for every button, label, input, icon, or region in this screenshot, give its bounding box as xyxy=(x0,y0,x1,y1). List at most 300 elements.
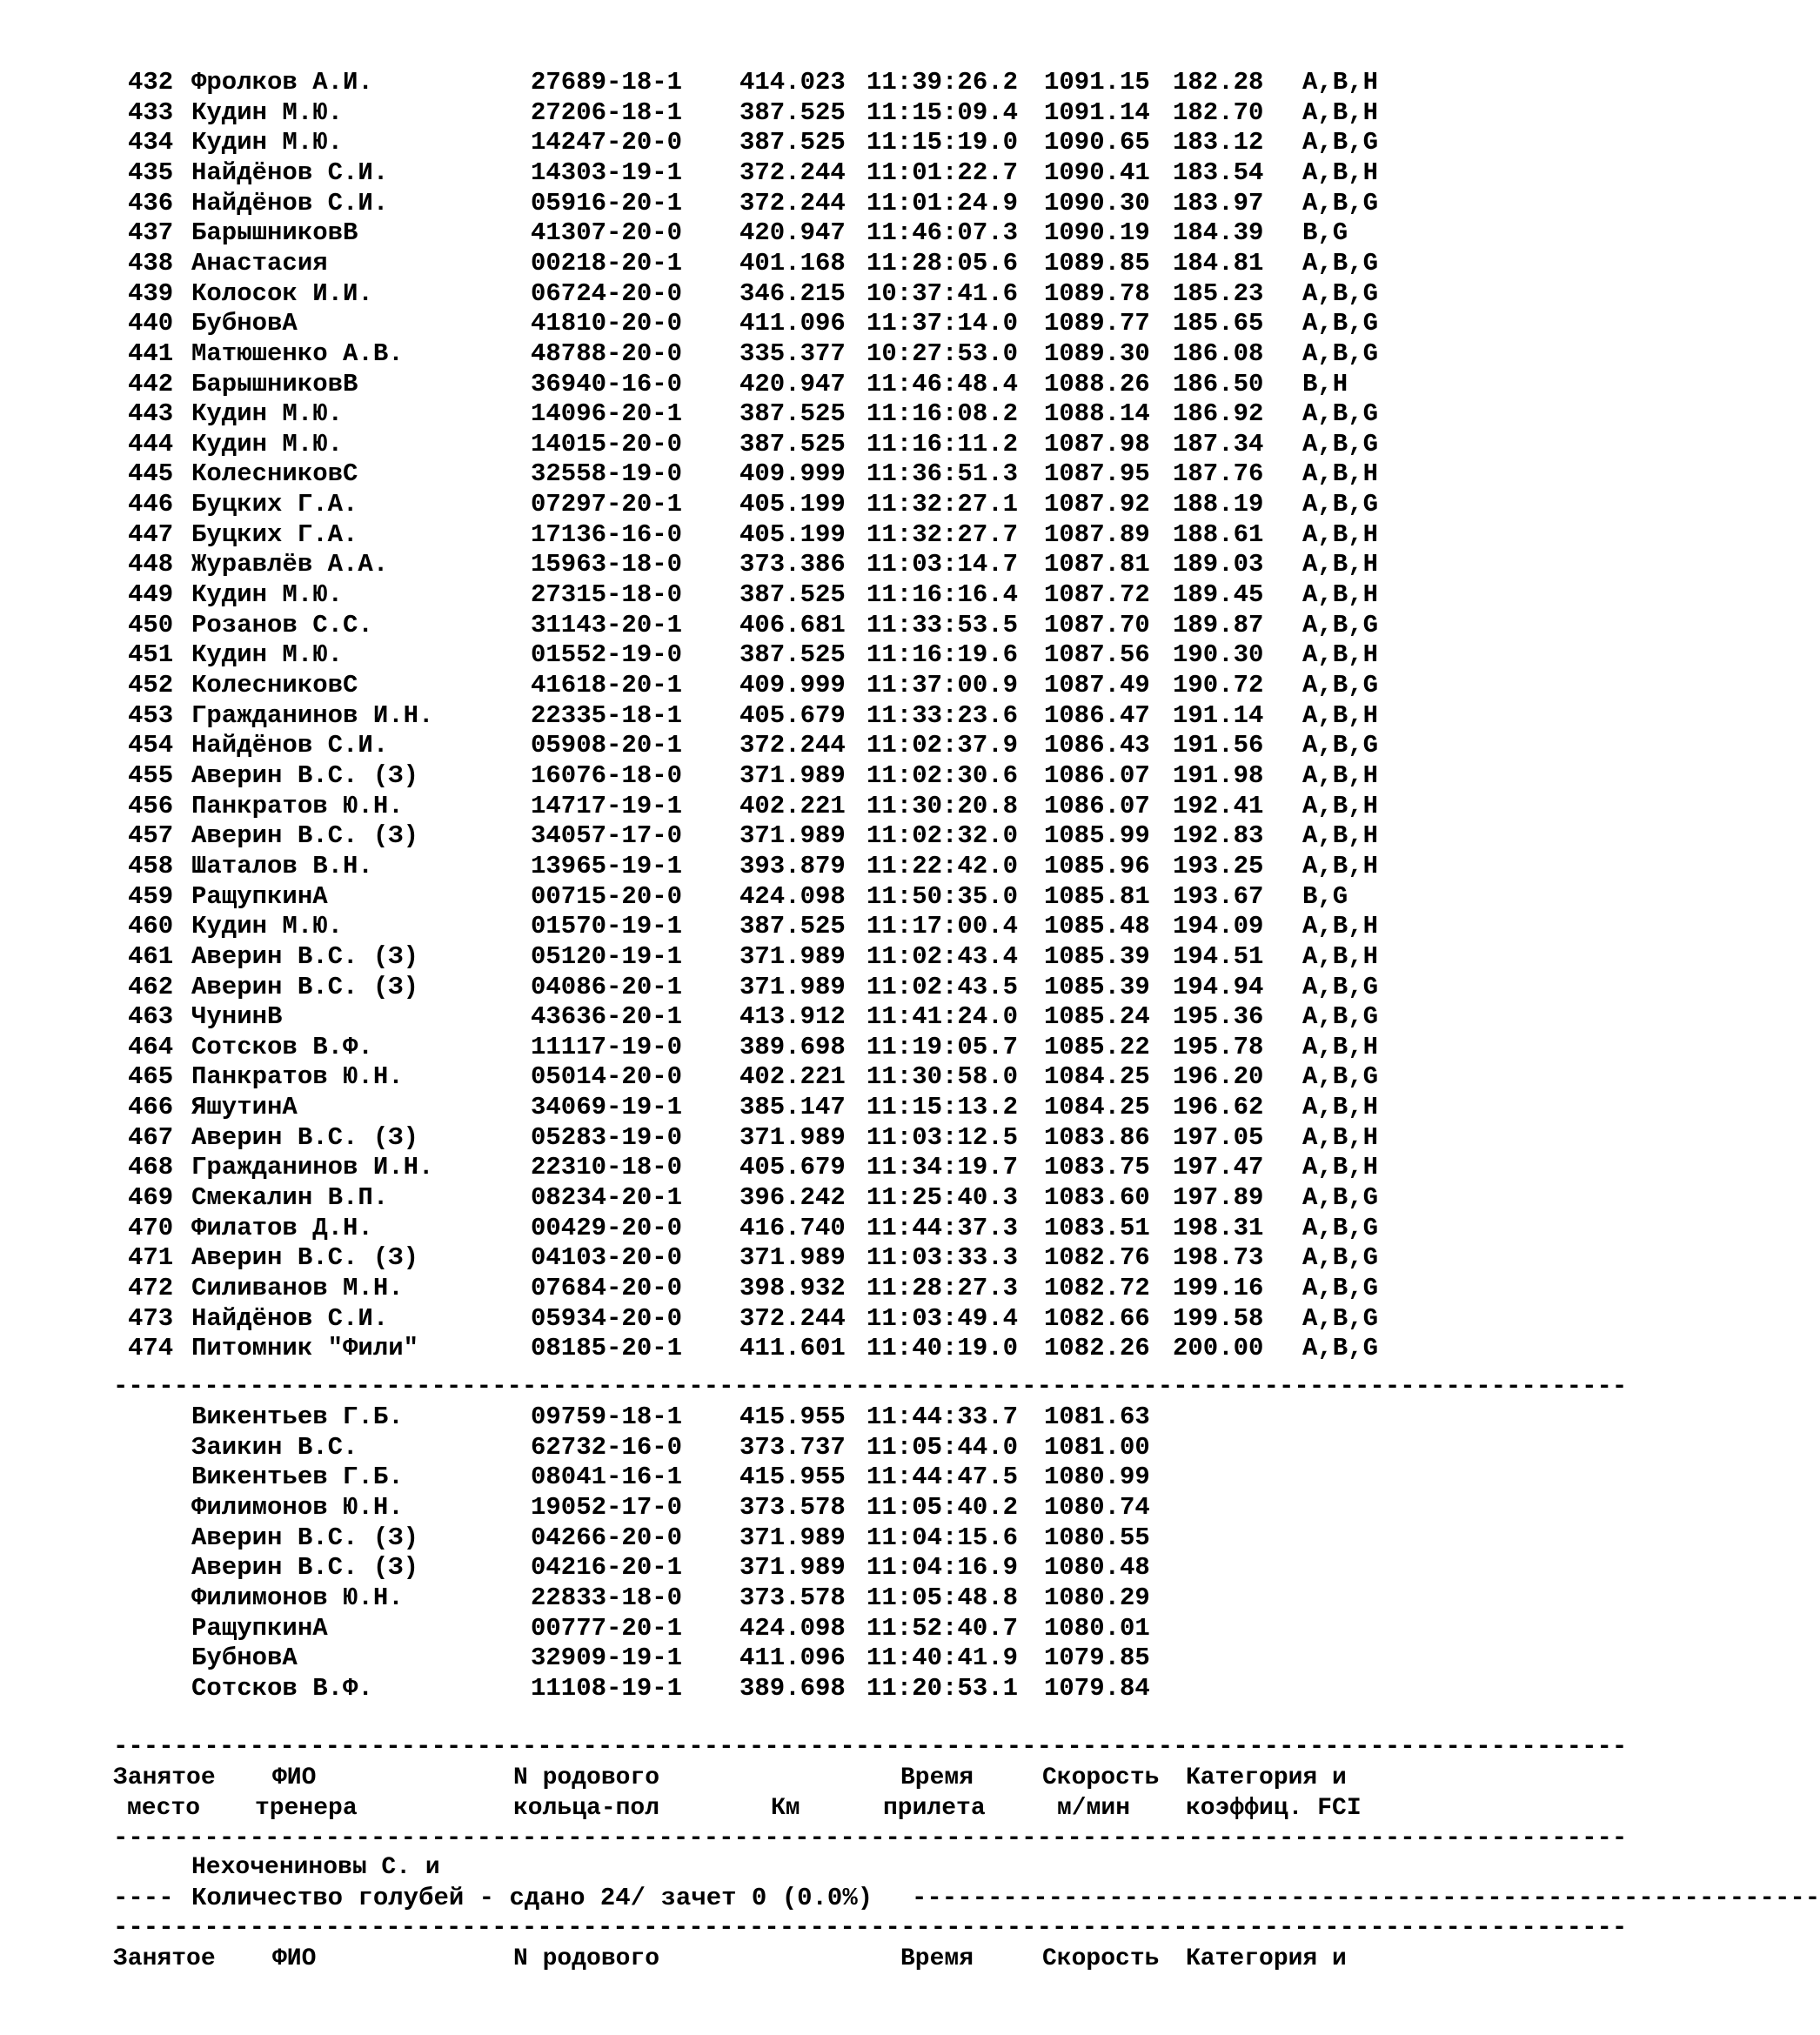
header-name: ФИО xyxy=(272,1764,317,1791)
cell-place: 449 xyxy=(128,580,174,610)
cell-time: 11:03:33.3 xyxy=(867,1243,1019,1273)
cell-km: 389.698 xyxy=(739,1673,846,1703)
summary-trailing-dashes: ------------------------------------------------------------ xyxy=(912,1884,1820,1912)
cell-time: 11:15:19.0 xyxy=(867,128,1019,157)
cell-name: Гражданинов И.Н. xyxy=(191,1153,434,1182)
cell-cat: A,B,G xyxy=(1302,1303,1379,1333)
cell-speed: 1086.07 xyxy=(1044,791,1150,820)
cell-coef: 194.94 xyxy=(1173,972,1264,1001)
cell-cat: A,B,H xyxy=(1302,550,1379,579)
cell-cat: A,B,G xyxy=(1302,188,1379,218)
cell-speed: 1084.25 xyxy=(1044,1062,1150,1092)
cell-cat: A,B,H xyxy=(1302,157,1379,187)
cell-place: 434 xyxy=(128,128,174,157)
cell-speed: 1081.63 xyxy=(1044,1402,1150,1431)
cell-km: 346.215 xyxy=(739,278,846,308)
cell-ring: 08185-20-1 xyxy=(531,1334,683,1363)
cell-speed: 1082.72 xyxy=(1044,1274,1150,1302)
cell-ring: 27689-18-1 xyxy=(531,68,683,97)
header-speed: Скорость xyxy=(1042,1764,1160,1791)
cell-cat: A,B,G xyxy=(1302,309,1379,338)
cell-ring: 04216-20-1 xyxy=(531,1553,683,1583)
table-row xyxy=(0,399,1439,429)
cell-cat: A,B,H xyxy=(1302,821,1379,851)
cell-speed: 1088.14 xyxy=(1044,399,1150,429)
cell-name: Сотсков В.Ф. xyxy=(191,1673,373,1703)
cell-time: 11:30:20.8 xyxy=(867,791,1019,820)
cell-name: ЧунинВ xyxy=(191,1002,283,1032)
cell-ring: 00429-20-0 xyxy=(531,1213,683,1242)
cell-name: Кудин М.Ю. xyxy=(191,128,344,157)
cell-speed: 1090.41 xyxy=(1044,157,1150,187)
table-row xyxy=(0,1062,1439,1092)
cell-coef: 185.23 xyxy=(1173,278,1264,308)
cell-place: 442 xyxy=(128,369,174,398)
cell-speed: 1091.15 xyxy=(1044,68,1150,97)
cell-time: 11:41:24.0 xyxy=(867,1002,1019,1032)
cell-cat: A,B,H xyxy=(1302,1093,1379,1122)
cell-cat: A,B,G xyxy=(1302,1213,1379,1242)
cell-speed: 1091.14 xyxy=(1044,97,1150,127)
table-row xyxy=(0,490,1439,519)
cell-ring: 15963-18-0 xyxy=(531,550,683,579)
cell-coef: 183.54 xyxy=(1173,157,1264,187)
cell-time: 11:04:15.6 xyxy=(867,1523,1019,1552)
cell-name: Гражданинов И.Н. xyxy=(191,700,434,730)
table-row xyxy=(0,912,1439,941)
cell-ring: 06724-20-0 xyxy=(531,278,683,308)
cell-cat: A,B,G xyxy=(1302,671,1379,700)
cell-place: 455 xyxy=(128,760,174,790)
separator-line: ---------------------------------------------------------------------------------------------------- xyxy=(113,1372,1628,1401)
cell-ring: 16076-18-0 xyxy=(531,760,683,790)
table-row xyxy=(0,821,1439,851)
cell-name: Аверин В.С. (З) xyxy=(191,821,419,851)
cell-name: Найдёнов С.И. xyxy=(191,188,389,218)
cell-km: 415.955 xyxy=(739,1402,846,1431)
cell-time: 11:32:27.1 xyxy=(867,490,1019,519)
table-row xyxy=(0,1402,1439,1432)
cell-coef: 193.25 xyxy=(1173,851,1264,880)
cell-time: 11:02:43.4 xyxy=(867,941,1019,971)
cell-name: Найдёнов С.И. xyxy=(191,731,389,760)
cell-km: 413.912 xyxy=(739,1002,846,1032)
cell-ring: 08234-20-1 xyxy=(531,1183,683,1213)
cell-name: Панкратов Ю.Н. xyxy=(191,791,404,820)
cell-name: БубновА xyxy=(191,309,298,338)
cell-cat: A,B,H xyxy=(1302,700,1379,730)
cell-name: КолесниковС xyxy=(191,459,358,489)
cell-name: Фролков А.И. xyxy=(191,68,373,97)
cell-km: 402.221 xyxy=(739,1062,846,1092)
cell-time: 11:05:40.2 xyxy=(867,1492,1019,1522)
header-time: Время xyxy=(900,1945,974,1972)
cell-km: 405.679 xyxy=(739,700,846,730)
cell-km: 371.989 xyxy=(739,760,846,790)
table-row xyxy=(0,1463,1439,1492)
cell-coef: 199.16 xyxy=(1173,1274,1264,1302)
cell-coef: 188.19 xyxy=(1173,490,1264,519)
cell-place: 433 xyxy=(128,97,174,127)
header-place: Занятое xyxy=(113,1945,216,1972)
cell-km: 385.147 xyxy=(739,1093,846,1122)
cell-cat: A,B,H xyxy=(1302,580,1379,610)
cell-name: Силиванов М.Н. xyxy=(191,1274,404,1302)
cell-time: 11:44:33.7 xyxy=(867,1402,1019,1431)
cell-ring: 04086-20-1 xyxy=(531,972,683,1001)
cell-ring: 48788-20-0 xyxy=(531,338,683,368)
cell-time: 11:02:32.0 xyxy=(867,821,1019,851)
cell-name: Кудин М.Ю. xyxy=(191,97,344,127)
cell-name: Аверин В.С. (З) xyxy=(191,1122,419,1152)
cell-coef: 189.03 xyxy=(1173,550,1264,579)
table-row xyxy=(0,761,1439,791)
cell-speed: 1080.55 xyxy=(1044,1523,1150,1552)
cell-cat: A,B,H xyxy=(1302,97,1379,127)
cell-time: 11:20:53.1 xyxy=(867,1673,1019,1703)
cell-km: 416.740 xyxy=(739,1213,846,1242)
header-category: Категория и xyxy=(1186,1945,1347,1972)
cell-time: 11:16:11.2 xyxy=(867,429,1019,459)
cell-ring: 01570-19-1 xyxy=(531,912,683,941)
cell-cat: B,H xyxy=(1302,369,1348,398)
table-row xyxy=(0,1553,1439,1583)
cell-speed: 1087.95 xyxy=(1044,459,1150,489)
cell-speed: 1087.70 xyxy=(1044,610,1150,639)
header-ring: N родового xyxy=(513,1945,660,1972)
cell-ring: 07297-20-1 xyxy=(531,490,683,519)
table-row xyxy=(0,1214,1439,1243)
team-summary-line xyxy=(0,1884,1820,1913)
cell-coef: 192.41 xyxy=(1173,791,1264,820)
separator-line: ---------------------------------------------------------------------------------------------------- xyxy=(113,1824,1628,1852)
cell-time: 11:02:37.9 xyxy=(867,731,1019,760)
table-row xyxy=(0,611,1439,640)
cell-time: 11:15:09.4 xyxy=(867,97,1019,127)
cell-place: 446 xyxy=(128,490,174,519)
cell-place: 474 xyxy=(128,1334,174,1363)
cell-place: 448 xyxy=(128,550,174,579)
cell-place: 472 xyxy=(128,1274,174,1302)
cell-speed: 1080.29 xyxy=(1044,1583,1150,1612)
cell-cat: A,B,H xyxy=(1302,1122,1379,1152)
cell-ring: 27315-18-0 xyxy=(531,580,683,610)
table-row xyxy=(0,1304,1439,1334)
cell-speed: 1090.65 xyxy=(1044,128,1150,157)
cell-time: 11:46:48.4 xyxy=(867,369,1019,398)
cell-place: 451 xyxy=(128,640,174,670)
cell-km: 414.023 xyxy=(739,68,846,97)
cell-ring: 22335-18-1 xyxy=(531,700,683,730)
cell-km: 401.168 xyxy=(739,248,846,278)
cell-coef: 183.97 xyxy=(1173,188,1264,218)
cell-name: Аверин В.С. (З) xyxy=(191,972,419,1001)
cell-name: Панкратов Ю.Н. xyxy=(191,1062,404,1092)
header-speed: Скорость xyxy=(1042,1945,1160,1972)
cell-speed: 1080.99 xyxy=(1044,1463,1150,1492)
cell-ring: 14247-20-0 xyxy=(531,128,683,157)
table-row xyxy=(0,459,1439,489)
table-row xyxy=(0,279,1439,309)
cell-km: 371.989 xyxy=(739,821,846,851)
cell-ring: 05916-20-1 xyxy=(531,188,683,218)
cell-place: 467 xyxy=(128,1122,174,1152)
cell-ring: 04103-20-0 xyxy=(531,1243,683,1273)
cell-ring: 41618-20-1 xyxy=(531,671,683,700)
cell-name: Аверин В.С. (З) xyxy=(191,760,419,790)
cell-cat: A,B,H xyxy=(1302,459,1379,489)
cell-time: 11:03:14.7 xyxy=(867,550,1019,579)
cell-speed: 1087.98 xyxy=(1044,429,1150,459)
table-row xyxy=(0,882,1439,912)
cell-cat: A,B,G xyxy=(1302,972,1379,1001)
header-category: Категория и xyxy=(1186,1764,1347,1791)
table-row xyxy=(0,189,1439,218)
table-row xyxy=(0,339,1439,369)
cell-coef: 183.12 xyxy=(1173,128,1264,157)
cell-time: 11:02:30.6 xyxy=(867,760,1019,790)
cell-km: 372.244 xyxy=(739,157,846,187)
cell-place: 464 xyxy=(128,1032,174,1061)
cell-km: 371.989 xyxy=(739,1553,846,1583)
cell-name: Викентьев Г.Б. xyxy=(191,1402,404,1431)
cell-ring: 05120-19-1 xyxy=(531,941,683,971)
cell-place: 443 xyxy=(128,399,174,429)
cell-time: 11:32:27.7 xyxy=(867,519,1019,549)
cell-coef: 195.36 xyxy=(1173,1002,1264,1032)
cell-speed: 1087.49 xyxy=(1044,671,1150,700)
table-row xyxy=(0,1153,1439,1182)
cell-speed: 1079.84 xyxy=(1044,1673,1150,1703)
cell-km: 424.098 xyxy=(739,1613,846,1643)
cell-cat: A,B,G xyxy=(1302,731,1379,760)
cell-time: 11:34:19.7 xyxy=(867,1153,1019,1182)
cell-time: 11:03:12.5 xyxy=(867,1122,1019,1152)
cell-name: Аверин В.С. (З) xyxy=(191,941,419,971)
cell-place: 454 xyxy=(128,731,174,760)
table-row xyxy=(0,1183,1439,1213)
cell-coef: 198.73 xyxy=(1173,1243,1264,1273)
cell-km: 335.377 xyxy=(739,338,846,368)
cell-km: 405.199 xyxy=(739,519,846,549)
cell-speed: 1083.51 xyxy=(1044,1213,1150,1242)
cell-ring: 31143-20-1 xyxy=(531,610,683,639)
header-category-2: коэффиц. FCI xyxy=(1186,1795,1362,1822)
summary-prefix: ---- xyxy=(113,1884,174,1912)
cell-ring: 11117-19-0 xyxy=(531,1032,683,1061)
cell-coef: 200.00 xyxy=(1173,1334,1264,1363)
cell-name: РащупкинА xyxy=(191,1613,328,1643)
cell-name: Викентьев Г.Б. xyxy=(191,1463,404,1492)
cell-ring: 05283-19-0 xyxy=(531,1122,683,1152)
cell-km: 373.578 xyxy=(739,1583,846,1612)
cell-name: Шаталов В.Н. xyxy=(191,851,373,880)
cell-coef: 197.89 xyxy=(1173,1183,1264,1213)
cell-speed: 1085.96 xyxy=(1044,851,1150,880)
table-row xyxy=(0,852,1439,881)
table-row xyxy=(0,1674,1439,1704)
cell-name: Найдёнов С.И. xyxy=(191,1303,389,1333)
cell-time: 11:22:42.0 xyxy=(867,851,1019,880)
cell-time: 11:16:08.2 xyxy=(867,399,1019,429)
cell-name: КолесниковС xyxy=(191,671,358,700)
table-row xyxy=(0,98,1439,128)
cell-speed: 1081.00 xyxy=(1044,1432,1150,1462)
cell-time: 11:36:51.3 xyxy=(867,459,1019,489)
table-row xyxy=(0,942,1439,972)
cell-time: 11:33:53.5 xyxy=(867,610,1019,639)
cell-time: 11:01:22.7 xyxy=(867,157,1019,187)
cell-cat: A,B,G xyxy=(1302,610,1379,639)
table-row xyxy=(0,430,1439,459)
cell-time: 11:19:05.7 xyxy=(867,1032,1019,1061)
separator-line: ---------------------------------------------------------------------------------------------------- xyxy=(113,1732,1628,1761)
cell-name: Розанов С.С. xyxy=(191,610,373,639)
cell-speed: 1085.39 xyxy=(1044,941,1150,971)
header-place-2: место xyxy=(127,1795,201,1822)
cell-km: 411.096 xyxy=(739,1643,846,1673)
cell-time: 10:27:53.0 xyxy=(867,338,1019,368)
cell-name: Буцких Г.А. xyxy=(191,490,358,519)
cell-cat: A,B,H xyxy=(1302,519,1379,549)
cell-cat: A,B,H xyxy=(1302,791,1379,820)
cell-speed: 1083.75 xyxy=(1044,1153,1150,1182)
cell-time: 11:39:26.2 xyxy=(867,68,1019,97)
cell-place: 465 xyxy=(128,1062,174,1092)
table-row xyxy=(0,1643,1439,1673)
table-row xyxy=(0,731,1439,760)
cell-name: Филатов Д.Н. xyxy=(191,1213,373,1242)
table-row xyxy=(0,1002,1439,1032)
cell-ring: 27206-18-1 xyxy=(531,97,683,127)
cell-name: Анастасия xyxy=(191,248,328,278)
table-row xyxy=(0,671,1439,700)
cell-name: Буцких Г.А. xyxy=(191,519,358,549)
cell-place: 438 xyxy=(128,248,174,278)
cell-cat: A,B,H xyxy=(1302,1153,1379,1182)
cell-time: 11:44:37.3 xyxy=(867,1213,1019,1242)
cell-km: 398.932 xyxy=(739,1274,846,1302)
cell-ring: 62732-16-0 xyxy=(531,1432,683,1462)
cell-time: 11:37:00.9 xyxy=(867,671,1019,700)
cell-cat: B,G xyxy=(1302,218,1348,248)
table-row xyxy=(0,640,1439,670)
header-speed-2: м/мин xyxy=(1057,1795,1131,1822)
header-time-2: прилета xyxy=(883,1795,986,1822)
cell-km: 411.601 xyxy=(739,1334,846,1363)
cell-place: 463 xyxy=(128,1002,174,1032)
cell-place: 440 xyxy=(128,309,174,338)
cell-coef: 189.45 xyxy=(1173,580,1264,610)
cell-name: ЯшутинА xyxy=(191,1093,298,1122)
cell-km: 420.947 xyxy=(739,218,846,248)
cell-ring: 09759-18-1 xyxy=(531,1402,683,1431)
cell-coef: 182.28 xyxy=(1173,68,1264,97)
cell-ring: 01552-19-0 xyxy=(531,640,683,670)
cell-place: 470 xyxy=(128,1213,174,1242)
cell-name: БарышниковВ xyxy=(191,369,358,398)
cell-cat: A,B,H xyxy=(1302,941,1379,971)
cell-time: 11:04:16.9 xyxy=(867,1553,1019,1583)
cell-ring: 00715-20-0 xyxy=(531,881,683,911)
cell-ring: 14096-20-1 xyxy=(531,399,683,429)
cell-ring: 14303-19-1 xyxy=(531,157,683,187)
table-row xyxy=(0,1583,1439,1613)
table-row xyxy=(0,1493,1439,1523)
cell-coef: 196.20 xyxy=(1173,1062,1264,1092)
cell-coef: 197.47 xyxy=(1173,1153,1264,1182)
cell-cat: A,B,G xyxy=(1302,1002,1379,1032)
cell-speed: 1086.47 xyxy=(1044,700,1150,730)
cell-speed: 1085.39 xyxy=(1044,972,1150,1001)
cell-speed: 1085.99 xyxy=(1044,821,1150,851)
cell-speed: 1087.56 xyxy=(1044,640,1150,670)
cell-time: 11:50:35.0 xyxy=(867,881,1019,911)
cell-name: БарышниковВ xyxy=(191,218,358,248)
cell-cat: A,B,G xyxy=(1302,490,1379,519)
cell-time: 11:46:07.3 xyxy=(867,218,1019,248)
cell-km: 371.989 xyxy=(739,1523,846,1552)
cell-coef: 184.81 xyxy=(1173,248,1264,278)
cell-name: Кудин М.Ю. xyxy=(191,912,344,941)
header-name: ФИО xyxy=(272,1945,317,1972)
cell-coef: 194.51 xyxy=(1173,941,1264,971)
cell-name: Филимонов Ю.Н. xyxy=(191,1583,404,1612)
cell-km: 371.989 xyxy=(739,941,846,971)
cell-name: Колосок И.И. xyxy=(191,278,373,308)
cell-cat: A,B,G xyxy=(1302,399,1379,429)
table-row xyxy=(0,1433,1439,1463)
cell-ring: 41307-20-0 xyxy=(531,218,683,248)
table-row xyxy=(0,128,1439,157)
cell-place: 468 xyxy=(128,1153,174,1182)
cell-time: 11:16:16.4 xyxy=(867,580,1019,610)
cell-ring: 05934-20-0 xyxy=(531,1303,683,1333)
cell-ring: 05908-20-1 xyxy=(531,731,683,760)
cell-name: Заикин В.С. xyxy=(191,1432,358,1462)
cell-cat: A,B,G xyxy=(1302,429,1379,459)
cell-place: 439 xyxy=(128,278,174,308)
cell-km: 393.879 xyxy=(739,851,846,880)
cell-km: 373.386 xyxy=(739,550,846,579)
cell-coef: 185.65 xyxy=(1173,309,1264,338)
cell-name: Смекалин В.П. xyxy=(191,1183,389,1213)
cell-ring: 34069-19-1 xyxy=(531,1093,683,1122)
cell-cat: A,B,G xyxy=(1302,278,1379,308)
cell-ring: 14015-20-0 xyxy=(531,429,683,459)
cell-name: Матюшенко А.В. xyxy=(191,338,404,368)
cell-time: 11:25:40.3 xyxy=(867,1183,1019,1213)
cell-coef: 186.50 xyxy=(1173,369,1264,398)
cell-km: 387.525 xyxy=(739,640,846,670)
cell-speed: 1089.78 xyxy=(1044,278,1150,308)
cell-coef: 190.72 xyxy=(1173,671,1264,700)
cell-km: 371.989 xyxy=(739,972,846,1001)
cell-speed: 1085.24 xyxy=(1044,1002,1150,1032)
cell-place: 461 xyxy=(128,941,174,971)
cell-name: Найдёнов С.И. xyxy=(191,157,389,187)
cell-ring: 14717-19-1 xyxy=(531,791,683,820)
cell-ring: 32909-19-1 xyxy=(531,1643,683,1673)
cell-km: 396.242 xyxy=(739,1183,846,1213)
cell-time: 11:01:24.9 xyxy=(867,188,1019,218)
cell-name: Аверин В.С. (З) xyxy=(191,1243,419,1273)
cell-place: 447 xyxy=(128,519,174,549)
cell-km: 387.525 xyxy=(739,912,846,941)
table-row xyxy=(0,249,1439,278)
cell-speed: 1089.85 xyxy=(1044,248,1150,278)
cell-km: 405.199 xyxy=(739,490,846,519)
